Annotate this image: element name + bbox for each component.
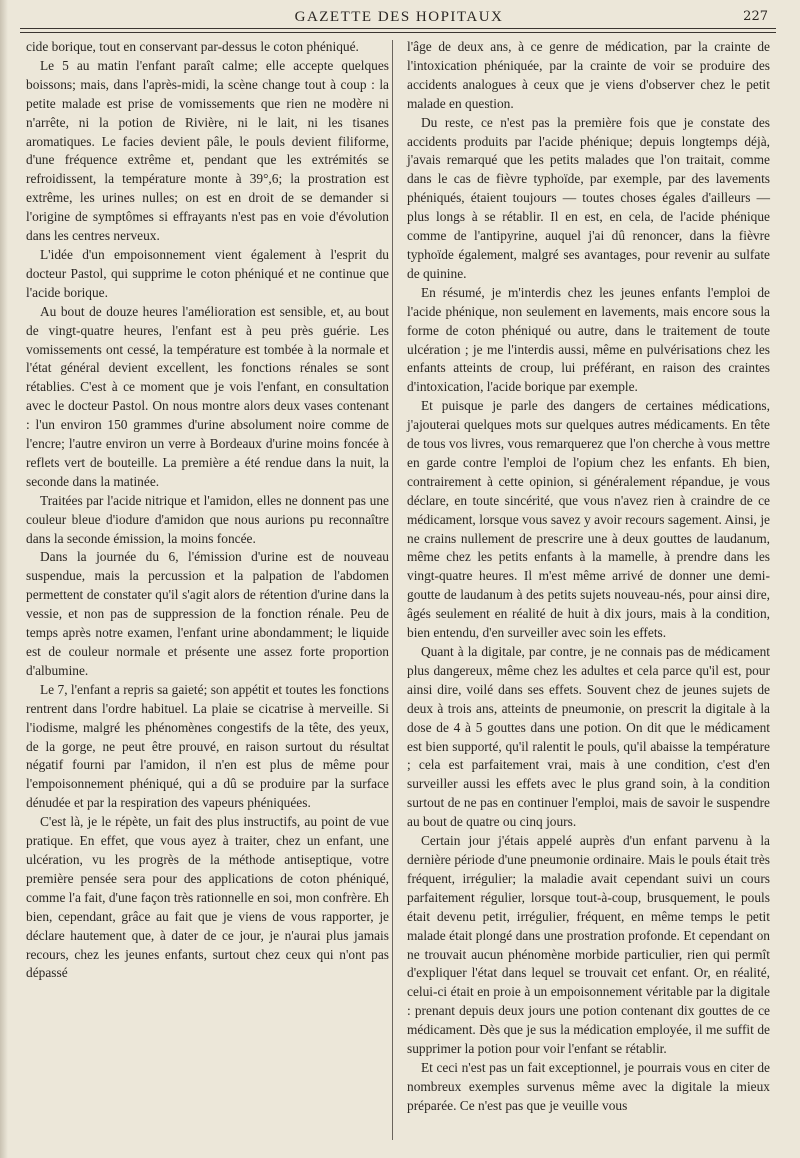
paragraph: Du reste, ce n'est pas la première fois que je constate des accidents produits par l'acide phénique; depuis longtemps déjà, j'avais remarqué que les petits malades que l'on traitait, comme dans le cas de fièvre typhoïde, par exemple, par des lavements phéniqués, étaient toujours — toutes choses égales d'ailleurs — plus longs à se rétablir. Il en est, en cela, de l'acide phénique comme de l'antipyrine, auquel j'ai dû renoncer, dans la fièvre typhoïde également, malgré ses avantages, pour revenir au sulfate de quinine.	[407, 114, 770, 281]
paragraph: Au bout de douze heures l'amélioration est sensible, et, au bout de vingt-quatre heures, l'enfant est à peu près guérie. Les vomissements ont cessé, la température est tombée à la normale et l'état général devient excellent, les fonctions rénales se sont rétablies. C'est à ce moment que je vois l'enfant, en consultation avec le docteur Pastol. On nous montre alors deux vases contenant : l'un environ 150 grammes d'urine absolument noire comme de l'encre; l'autre environ un verre à Bordeaux d'urine moins foncée à reflets vert de bouteille. La première a été rendue dans la nuit, la seconde dans la matinée.	[26, 303, 389, 489]
journal-title: GAZETTE DES HOPITAUX	[294, 9, 504, 25]
page-number: 227	[743, 9, 768, 24]
text-columns	[26, 38, 770, 1144]
paragraph: Certain jour j'étais appelé auprès d'un enfant parvenu à la dernière période d'une pneumonie ordinaire. Mais le pouls était très fréquent, irrégulier; la maladie avait cependant suivi un cours parfaitement régulier, lorsque tout-à-coup, brusquement, le pouls était devenu petit, irrégulier, fréquent, en même temps le petit malade était plongé dans une prostration profonde. Et cependant on ne trouvait aucun phénomène morbide particulier, rien qui permît d'expliquer l'état dans lequel se trouvait cet enfant. Or, en réalité, celui-ci était en proie à un empoisonnement véritable par la digitale : prenant depuis deux jours une potion contenant dix gouttes de ce médicament. Dès que je sus la médication employée, il me suffit de supprimer la potion pour voir l'enfant se rétablir.	[407, 833, 770, 1057]
paragraph: cide borique, tout en conservant par-dessus le coton phéniqué.	[26, 39, 359, 54]
paragraph: Et ceci n'est pas un fait exceptionnel, je pourrais vous en citer de nombreux exemples survenus même avec la digitale la mieux préparée. Ce n'est pas que je veuille vous	[407, 1059, 770, 1113]
paragraph: Quant à la digitale, par contre, je ne connais pas de médicament plus dangereux, même chez les adultes et cela parce qu'il est, pour ainsi dire, voilé dans ses effets. Souvent chez de jeunes sujets de deux à trois ans, atteints de pneumonie, on prescrit la digitale à la dose de 4 à 5 gouttes dans une potion. On dit que le médicament est bien supporté, qu'il ralentit le pouls, qu'il abaisse la température ; cela est parfaitement vrai, mais à une condition, c'est d'en surveiller aussi les effets avec le plus grand soin, à la condition surtout de ne pas en continuer l'emploi, mais de savoir le suspendre au bout de quatre ou cinq jours.	[407, 644, 770, 830]
paragraph: Dans la journée du 6, l'émission d'urine est de nouveau suspendue, mais la percussion et la palpation de l'abdomen permettent de constater qu'il s'agit alors de rétention d'urine dans la vessie, et non pas de suppression de la fonction rénale. Peu de temps après notre examen, l'enfant urine abondamment; le liquide est de couleur normale et présente une assez forte proportion d'albumine.	[26, 549, 389, 678]
header-rule	[20, 28, 776, 29]
header-rule-thin	[20, 32, 776, 33]
binding-margin	[0, 0, 8, 1158]
paragraph: L'idée d'un empoisonnement vient également à l'esprit du docteur Pastol, qui supprime le coton phéniqué et ne continue que l'acide borique.	[26, 246, 389, 300]
paragraph: Le 7, l'enfant a repris sa gaieté; son appétit et toutes les fonctions rentrent dans l'ordre habituel. La plaie se cicatrise à merveille. Si l'iodisme, malgré les phénomènes congestifs de la tête, des yeux, de la gorge, ne peut être prouvé, en raison surtout du résultat négatif fourni par l'amidon, il n'en est plus de même pour l'empoisonnement phéniqué, qui a dû se produire par la surface dénudée et par la respiration des vapeurs phéniquées.	[26, 681, 389, 811]
paragraph: En résumé, je m'interdis chez les jeunes enfants l'emploi de l'acide phénique, non seulement en lavements, mais encore sous la forme de coton phéniqué ou autre, dans le traitement de toute ulcération ; je me l'interdis aussi, même en pulvérisations chez les enfants atteints de croup, lui préférant, en raison des craintes d'intoxication, l'acide borique par exemple.	[407, 284, 770, 395]
paragraph: Traitées par l'acide nitrique et l'amidon, elles ne donnent pas une couleur bleue d'iodure d'amidon que nous aurions pu reconnaître dans la seconde émission, la moins foncée.	[26, 492, 389, 546]
paragraph: Le 5 au matin l'enfant paraît calme; elle accepte quelques boissons; mais, dans l'après-midi, la scène change tout à coup : la petite malade est prise de vomissements que rien ne modère ni n'arrête, ni la potion de Rivière, ni le lait, ni les tisanes aromatiques. Le facies devient pâle, le pouls devient filiforme, d'une fréquence extrême et, pendant que les extrémités se refroidissent, la température monte à 39°,6; la prostration est extrême, les urines nulles; on est en droit de se demander si l'origine de symptômes si effrayants n'est pas en voie d'évolution dans les centres nerveux.	[26, 57, 389, 244]
paragraph: C'est là, je le répète, un fait des plus instructifs, au point de vue pratique. En effet, que vous ayez à traiter, chez un enfant, une ulcération, vu les progrès de la méthode antiseptique, votre première pensée sera pour des applications de coton phéniqué, comme l'a fait, d'une façon très rationnelle en soi, mon confrère. Eh bien, cependant, grâce au fait que je viens de vous rapporter, je déclare hautement que, à dater de ce jour, je n'aurai plus jamais recours, chez les jeunes enfants, surtout chez ceux qui n'ont pas dépassé	[26, 814, 389, 981]
paragraph: l'âge de deux ans, à ce genre de médication, par la crainte de l'intoxication phéniquée, par la crainte de voir se produire des accidents analogues à ceux que je viens d'observer chez le petit malade en question.	[407, 39, 770, 111]
paragraph: Et puisque je parle des dangers de certaines médications, j'ajouterai quelques mots sur quelques autres médicaments. En tête de tous vos livres, vous remarquerez que l'on cherche à vous mettre en garde contre l'emploi de l'opium chez les enfants. Eh bien, contrairement à cette opinion, si généralement répandue, je vous déclare, en toute sincérité, que vous n'avez rien à craindre de ce médicament, lorsque vous savez y avoir recours sagement. Ainsi, je ne crains nullement de prescrire une à deux gouttes de laudanum, même chez les petits enfants à la mamelle, à prendre dans les vingt-quatre heures. Il m'est même arrivé de donner une demi-goutte de laudanum à des petits sujets nouveau-nés, pour ainsi dire, âgés seulement en réalité de huit à dix jours, mais à la condition, bien entendu, d'en surveiller avec soin les effets.	[407, 398, 770, 641]
right-column	[407, 38, 770, 1144]
page-header	[28, 4, 770, 26]
left-column	[26, 38, 389, 1144]
